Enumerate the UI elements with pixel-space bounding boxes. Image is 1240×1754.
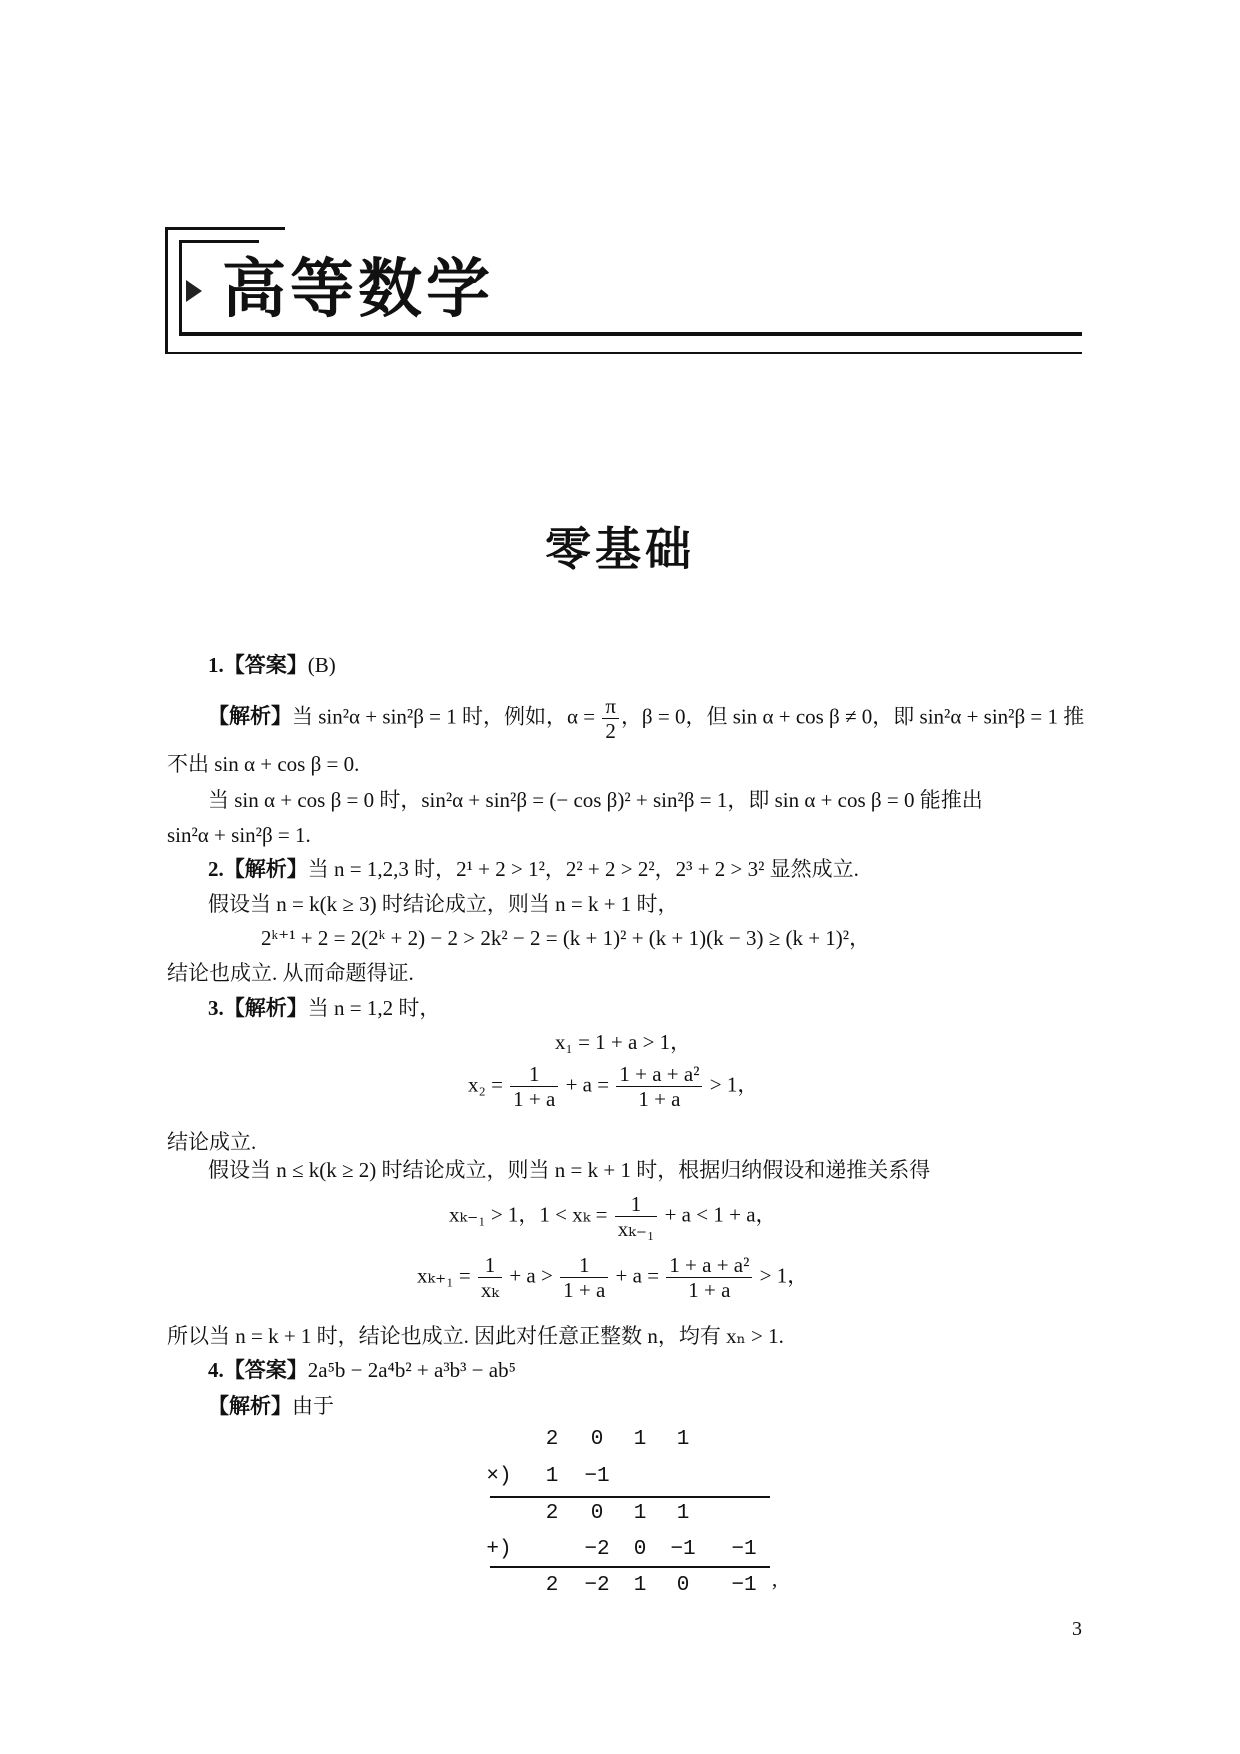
numerator: 1	[478, 1253, 502, 1278]
denominator: xₖ	[480, 1278, 500, 1302]
numerator: 1	[615, 1192, 658, 1217]
table-cell: −2	[584, 1574, 610, 1597]
q1-line4: sin²α + sin²β = 1.	[167, 823, 311, 847]
q1-answer	[208, 652, 336, 678]
q4-answer-label: 4.【答案】	[208, 1358, 308, 1382]
frame-outer-left	[165, 227, 168, 354]
chapter-title: 高等数学	[222, 252, 494, 327]
q2-formula: 2ᵏ⁺¹ + 2 = 2(2ᵏ + 2) − 2 > 2k² − 2 = (k + 1)² + (k + 1)(k − 3) ≥ (k + 1)²，	[261, 926, 871, 950]
fraction	[615, 1192, 658, 1241]
table-cell: −1	[731, 1538, 757, 1561]
table-cell: 2	[545, 1428, 559, 1451]
table-cell: 0	[676, 1574, 690, 1597]
table-cell: 0	[633, 1538, 647, 1561]
table-operator: +)	[486, 1538, 512, 1561]
q2-line4: 结论也成立. 从而命题得证.	[167, 961, 414, 985]
table-operator: ×)	[486, 1465, 512, 1488]
fraction	[510, 1062, 558, 1111]
table-cell: −1	[584, 1465, 610, 1488]
q1-answer-value: (B)	[307, 653, 336, 677]
table-cell: 2	[545, 1574, 559, 1597]
frame-outer-bottom	[165, 352, 1082, 354]
eq-text: xₖ₋₁ > 1，1 < xₖ =	[449, 1202, 613, 1227]
frame-outer-top	[165, 227, 285, 230]
table-cell: −1	[731, 1574, 757, 1597]
table-cell: 1	[633, 1574, 647, 1597]
q1-analysis-label: 【解析】	[208, 704, 292, 729]
fraction	[478, 1253, 502, 1302]
q4-analysis	[208, 1393, 334, 1419]
fraction	[602, 694, 619, 743]
q3-eq4	[417, 1253, 808, 1302]
denominator: 1 + a	[563, 1278, 606, 1302]
denominator: 1 + a	[688, 1278, 731, 1302]
q2-text: 当 n = 1,2,3 时，2¹ + 2 > 1²，2² + 2 > 2²，2³ + 2 > 3² 显然成立.	[307, 857, 859, 881]
table-cell: 1	[676, 1428, 690, 1451]
table-cell: −1	[670, 1538, 696, 1561]
frame-inner-top	[179, 240, 259, 243]
q2-label: 2.【解析】	[208, 857, 308, 881]
q1-line3: 当 sin α + cos β = 0 时，sin²α + sin²β = (− cos β)² + sin²β = 1，即 sin α + cos β = 0 能推出	[208, 788, 983, 812]
q3-line3: 假设当 n ≤ k(k ≥ 2) 时结论成立，则当 n = k + 1 时，根据归纳假设和递推关系得	[208, 1158, 931, 1182]
eq-text: xₖ₊₁ =	[417, 1263, 476, 1288]
q2-line1	[208, 856, 859, 882]
eq-text: + a < 1 + a，	[659, 1202, 777, 1227]
q1-line2: 不出 sin α + cos β = 0.	[167, 752, 360, 776]
q4-text: 由于	[292, 1394, 334, 1418]
q3-line4: 所以当 n = k + 1 时，结论也成立. 因此对任意正整数 n，均有 xₙ > 1.	[167, 1324, 784, 1348]
q3-line1	[208, 995, 440, 1021]
denominator: 1 + a	[513, 1087, 556, 1111]
table-cell: 1	[633, 1502, 647, 1525]
denominator: xₖ₋₁	[617, 1217, 655, 1241]
q1-line1	[167, 694, 1085, 743]
q3-eq3	[449, 1192, 777, 1241]
q4-answer-value: 2a⁵b − 2a⁴b² + a³b³ − ab⁵	[307, 1358, 516, 1382]
numerator: 1 + a + a²	[616, 1062, 702, 1087]
frame-inner-left	[179, 240, 182, 334]
section-title: 零基础	[545, 524, 695, 575]
table-cell: 0	[590, 1502, 604, 1525]
triangle-marker-icon	[186, 280, 202, 302]
eq-text: x₂ =	[468, 1072, 509, 1097]
numerator: π	[602, 694, 619, 719]
q1-answer-label: 1.【答案】	[208, 653, 308, 677]
eq-text: + a >	[504, 1263, 559, 1288]
table-cell: 1	[545, 1465, 559, 1488]
table-trailing-comma: ,	[772, 1567, 778, 1591]
table-cell: −2	[584, 1538, 610, 1561]
page-number: 3	[1072, 1618, 1082, 1640]
table-cell: 1	[676, 1502, 690, 1525]
numerator: 1 + a + a²	[666, 1253, 752, 1278]
q2-line2: 假设当 n = k(k ≥ 3) 时结论成立，则当 n = k + 1 时，	[208, 892, 679, 916]
q1-text: 当 sin²α + sin²β = 1 时，例如，α =	[292, 704, 601, 729]
denominator: 2	[605, 719, 616, 743]
numerator: 1	[560, 1253, 608, 1278]
denominator: 1 + a	[638, 1087, 681, 1111]
table-cell: 2	[545, 1502, 559, 1525]
table-cell: 1	[633, 1428, 647, 1451]
q3-eq1: x₁ = 1 + a > 1，	[555, 1030, 692, 1054]
table-rule	[490, 1566, 770, 1568]
q1-text: ，β = 0，但 sin α + cos β ≠ 0，即 sin²α + sin²β = 1 推	[620, 704, 1085, 729]
q3-text: 当 n = 1,2 时，	[307, 996, 441, 1020]
eq-text: > 1，	[704, 1072, 759, 1097]
fraction	[560, 1253, 608, 1302]
q4-analysis-label: 【解析】	[208, 1394, 292, 1418]
eq-text: + a =	[610, 1263, 665, 1288]
q3-line2: 结论成立.	[167, 1130, 257, 1154]
eq-text: > 1，	[754, 1263, 809, 1288]
fraction	[666, 1253, 752, 1302]
numerator: 1	[510, 1062, 558, 1087]
fraction	[616, 1062, 702, 1111]
table-rule	[490, 1496, 770, 1498]
table-cell: 0	[590, 1428, 604, 1451]
q3-eq2	[468, 1062, 758, 1111]
q4-answer	[208, 1357, 516, 1383]
eq-text: + a =	[560, 1072, 615, 1097]
frame-inner-bottom	[179, 332, 1082, 336]
q3-label: 3.【解析】	[208, 996, 308, 1020]
